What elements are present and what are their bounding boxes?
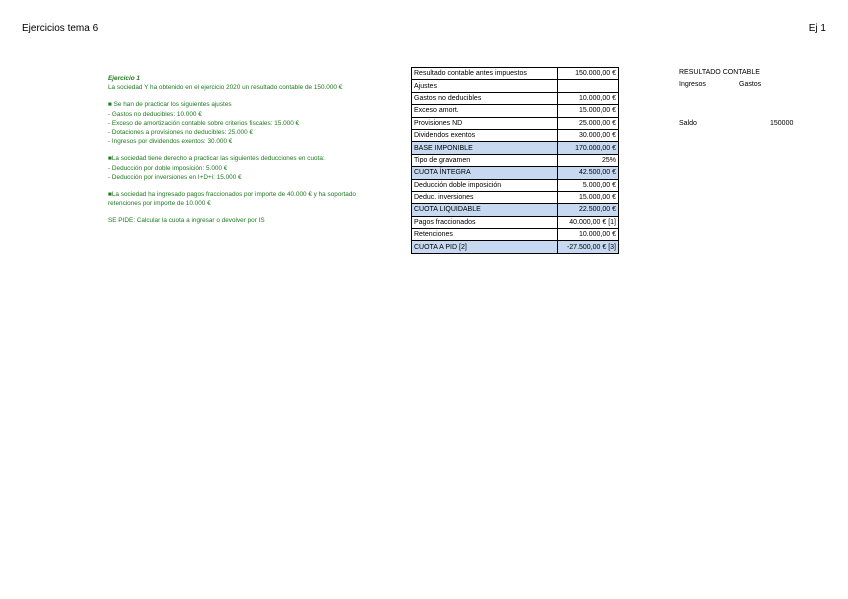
- table-row: [412, 191, 619, 203]
- table-row: [412, 117, 619, 129]
- adjustments-heading: ■ Se han de practicar los siguientes ajustes: [108, 101, 232, 109]
- balance-value: 150000: [770, 120, 794, 127]
- table-row-highlight: [412, 167, 619, 179]
- row-label: CUOTA LIQUIDABLE: [412, 204, 558, 216]
- row-label: Dividendos exentos: [412, 129, 558, 141]
- row-value: 15.000,00 €: [558, 191, 619, 203]
- row-value: 30.000,00 €: [558, 129, 619, 141]
- deductions-heading: ■La sociedad tiene derecho a practicar las siguientes deducciones en cuota:: [108, 155, 325, 163]
- balance-label: Saldo: [679, 120, 697, 127]
- adjustment-item: - Ingresos por dividendos exentos: 30.000 €: [108, 138, 233, 146]
- adjustment-item: - Dotaciones a provisiones no deducibles: 25.000 €: [108, 129, 253, 137]
- table-row: [412, 129, 619, 141]
- table-row: [412, 68, 619, 80]
- table-row: [412, 154, 619, 166]
- row-label: Provisiones ND: [412, 117, 558, 129]
- row-value: 10.000,00 €: [558, 229, 619, 241]
- table-row-highlight: [412, 241, 619, 253]
- row-value: 5.000,00 €: [558, 179, 619, 191]
- table-row: [412, 179, 619, 191]
- row-label: Gastos no deducibles: [412, 92, 558, 104]
- expenses-column-label: Gastos: [739, 81, 762, 88]
- document-title: Ejercicios tema 6: [22, 23, 99, 34]
- deduction-item: - Deducción por doble imposición: 5.000 €: [108, 164, 228, 172]
- exercise-title: Ejercicio 1: [108, 75, 140, 82]
- row-label: Ajustes: [412, 80, 558, 92]
- table-row: [412, 229, 619, 241]
- result-title: RESULTADO CONTABLE: [679, 69, 760, 76]
- row-label: CUOTA ÍNTEGRA: [412, 167, 558, 179]
- table-row-highlight: [412, 204, 619, 216]
- adjustment-item: - Gastos no deducibles: 10.000 €: [108, 110, 202, 118]
- row-label: CUOTA A PID [2]: [412, 241, 558, 253]
- row-value: 40.000,00 € [1]: [558, 216, 619, 228]
- row-label: Deduc. inversiones: [412, 191, 558, 203]
- row-label: Deducción doble imposición: [412, 179, 558, 191]
- row-label: Pagos fraccionados: [412, 216, 558, 228]
- row-value: 170.000,00 €: [558, 142, 619, 154]
- adjustment-item: - Exceso de amortización contable sobre criterios fiscales: 15.000 €: [108, 119, 300, 127]
- question-text: SE PIDE: Calcular la cuota a ingresar o devolver por IS: [108, 217, 265, 225]
- page-label: Ej 1: [808, 23, 826, 34]
- row-value: 25.000,00 €: [558, 117, 619, 129]
- row-value: [558, 80, 619, 92]
- row-label: Retenciones: [412, 229, 558, 241]
- row-value: 15.000,00 €: [558, 105, 619, 117]
- deduction-item: - Deducción por inversiones en I+D+i: 15.000 €: [108, 173, 242, 181]
- exercise-intro: La sociedad Y ha obtenido en el ejercicio 2020 un resultado contable de 150.000 €: [108, 84, 343, 92]
- income-column-label: Ingresos: [679, 81, 706, 88]
- row-label: Resultado contable antes impuestos: [412, 68, 558, 80]
- table-row: [412, 92, 619, 104]
- payments-text: ■La sociedad ha ingresado pagos fraccionados por importe de 40.000 € y ha soportado retenciones por importe de 10.000 €: [108, 191, 356, 208]
- table-row: [412, 80, 619, 92]
- tax-calculation-table: [411, 67, 619, 254]
- row-value: 25%: [558, 154, 619, 166]
- row-label: BASE IMPONIBLE: [412, 142, 558, 154]
- table-row-highlight: [412, 142, 619, 154]
- table-row: [412, 216, 619, 228]
- row-value: -27.500,00 € [3]: [558, 241, 619, 253]
- exercise-statement: [108, 74, 356, 226]
- row-label: Exceso amort.: [412, 105, 558, 117]
- row-value: 10.000,00 €: [558, 92, 619, 104]
- table-row: [412, 105, 619, 117]
- row-value: 42.500,00 €: [558, 167, 619, 179]
- row-value: 150.000,00 €: [558, 68, 619, 80]
- row-value: 22.500,00 €: [558, 204, 619, 216]
- row-label: Tipo de gravamen: [412, 154, 558, 166]
